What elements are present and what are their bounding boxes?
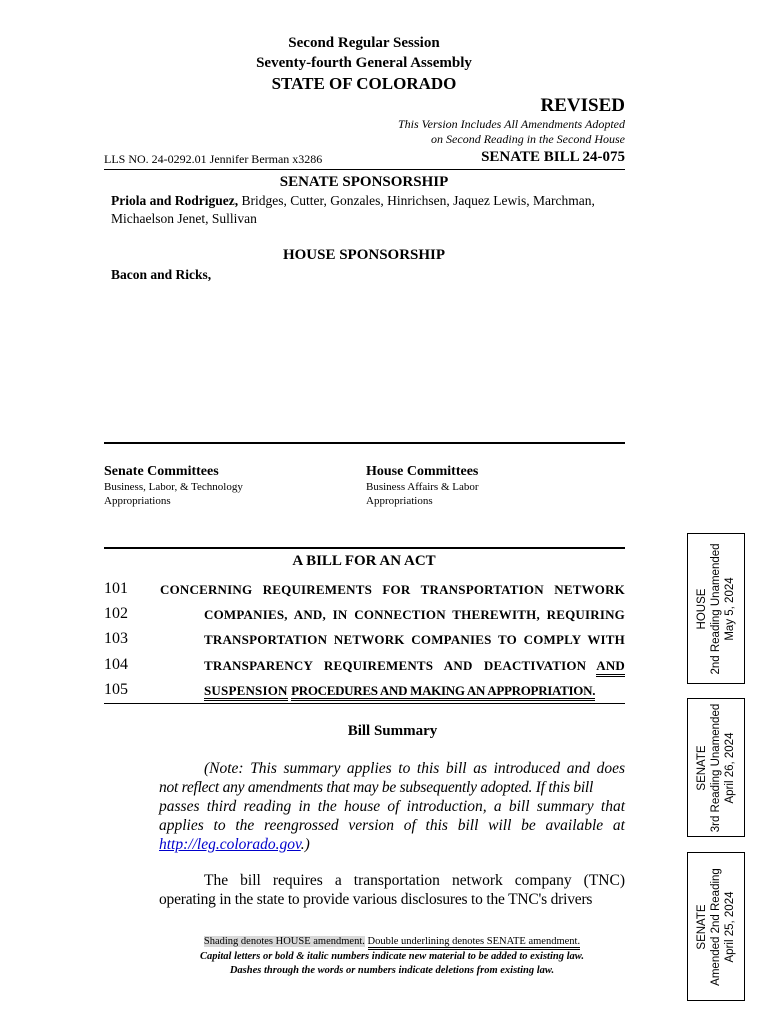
house-committee-1: Business Affairs & Labor — [366, 481, 479, 493]
legislature-link[interactable]: http://leg.colorado.gov — [159, 836, 301, 853]
bill-title-text: TRANSPARENCY REQUIREMENTS AND DEACTIVATION — [204, 658, 587, 673]
version-note-2: on Second Reading in the Second House — [431, 132, 625, 146]
line-number: 103 — [104, 630, 128, 647]
senate-second-reading-stamp — [687, 852, 745, 1001]
house-action-stamp — [687, 533, 745, 684]
stamp-chamber: SENATE — [696, 903, 708, 950]
stamp-date: April 26, 2024 — [724, 732, 736, 803]
house-sponsors: Bacon and Ricks, — [111, 267, 212, 282]
title-rule — [104, 703, 625, 704]
senate-amendment-text: SUSPENSION — [204, 683, 288, 701]
senate-committee-1: Business, Labor, & Technology — [104, 481, 243, 493]
senate-amendment-legend: Double underlining denotes SENATE amendment. — [368, 936, 581, 950]
senate-primary-sponsors: Priola and Rodriguez, — [111, 193, 239, 208]
senate-other-sponsors: Bridges, Cutter, Gonzales, Hinrichsen, Jaquez Lewis, Marchman, — [238, 193, 595, 208]
stamp-date: April 25, 2024 — [724, 891, 736, 962]
house-committee-2: Appropriations — [366, 495, 433, 507]
footer-legend-line — [104, 936, 680, 947]
stamp-date: May 5, 2024 — [724, 576, 736, 641]
senate-sponsors-line-1 — [111, 193, 595, 209]
committees-rule — [104, 442, 625, 444]
bill-heading: A BILL FOR AN ACT — [292, 553, 436, 569]
bill-title-line: COMPANIES, AND, IN CONNECTION THEREWITH, REQUIRING — [204, 607, 625, 622]
summary-body-line: operating in the state to provide various disclosures to the TNC's drivers — [159, 891, 593, 908]
summary-body-line: The bill requires a transportation network company (TNC) — [204, 872, 625, 889]
bill-title-line — [204, 658, 625, 677]
stamp-action: 3rd Reading Unamended — [710, 703, 722, 832]
bill-title-line — [204, 683, 625, 699]
assembly-title: Seventy-fourth General Assembly — [256, 55, 472, 71]
summary-note-line: not reflect any amendments that may be subsequently adopted. If this bill — [159, 779, 594, 796]
senate-committees-heading: Senate Committees — [104, 464, 219, 479]
state-title: STATE OF COLORADO — [271, 74, 457, 93]
header-rule — [104, 169, 625, 170]
bill-rule — [104, 547, 625, 549]
summary-note-line: (Note: This summary applies to this bill as introduced and does — [204, 760, 625, 777]
note-end: .) — [300, 836, 310, 853]
version-note-1: This Version Includes All Amendments Adopted — [398, 117, 625, 131]
summary-heading: Bill Summary — [347, 723, 438, 739]
summary-note-line: applies to the reengrossed version of this bill will be available at — [159, 817, 625, 834]
house-sponsorship-heading: HOUSE SPONSORSHIP — [282, 247, 446, 263]
dashes-legend: Dashes through the words or numbers indicate deletions from existing law. — [229, 965, 555, 976]
stamp-action: 2nd Reading Unamended — [710, 542, 722, 675]
senate-third-reading-stamp — [687, 698, 745, 837]
stamp-chamber: HOUSE — [696, 588, 708, 629]
bill-title-line: TRANSPORTATION NETWORK COMPANIES TO COMPLY WITH — [204, 632, 625, 647]
line-number: 102 — [104, 605, 128, 622]
senate-committee-2: Appropriations — [104, 495, 171, 507]
summary-note-line — [159, 836, 310, 854]
line-number: 101 — [104, 580, 128, 597]
session-title: Second Regular Session — [288, 35, 440, 51]
stamp-chamber: SENATE — [696, 744, 708, 791]
lls-number: LLS NO. 24-0292.01 Jennifer Berman x3286 — [104, 152, 323, 166]
house-committees-heading: House Committees — [366, 464, 479, 479]
bill-title-line: CONCERNING REQUIREMENTS FOR TRANSPORTATION NETWORK — [160, 582, 625, 597]
line-number: 104 — [104, 656, 128, 673]
capital-letters-legend: Capital letters or bold & italic numbers indicate new material to be added to existing law. — [199, 951, 585, 962]
senate-amendment-text: AND — [596, 658, 625, 677]
house-amendment-legend: Shading denotes HOUSE amendment. — [203, 936, 365, 947]
summary-note-line: passes third reading in the house of introduction, a bill summary that — [159, 798, 625, 815]
senate-sponsors-line-2: Michaelson Jenet, Sullivan — [111, 211, 257, 226]
senate-amendment-text: PROCEDURES AND MAKING AN APPROPRIATION. — [291, 683, 595, 701]
status-label: REVISED — [540, 95, 625, 116]
bill-number: SENATE BILL 24-075 — [481, 149, 625, 165]
stamp-action: Amended 2nd Reading — [710, 867, 722, 986]
senate-sponsorship-heading: SENATE SPONSORSHIP — [279, 174, 449, 190]
line-number: 105 — [104, 681, 128, 698]
